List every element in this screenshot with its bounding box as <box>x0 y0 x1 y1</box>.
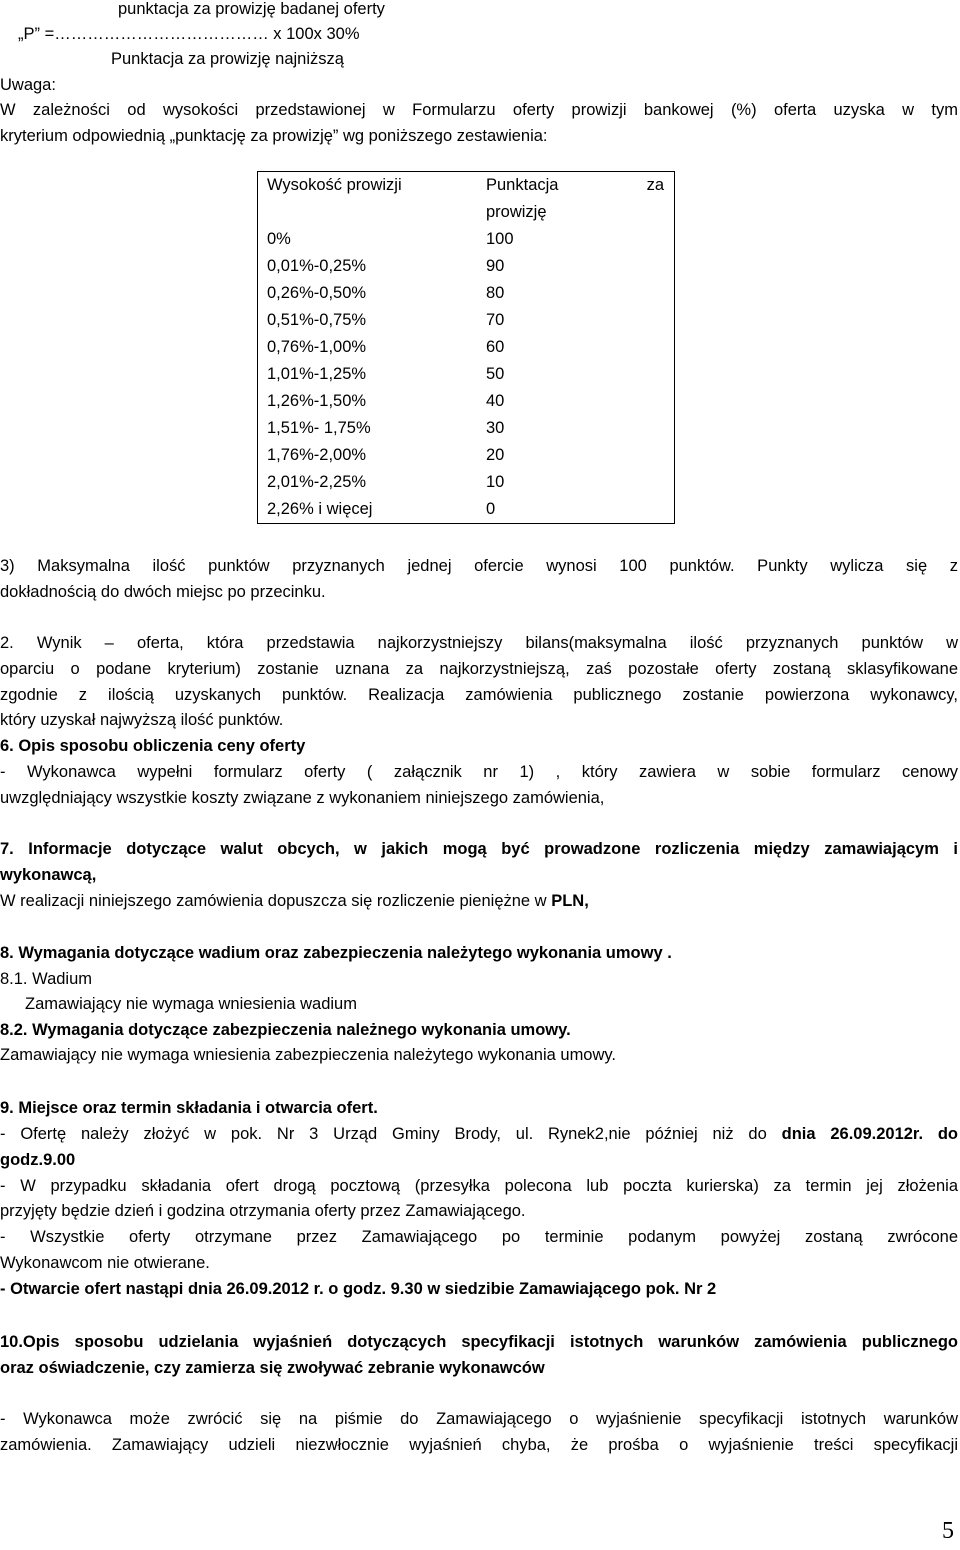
s6-line-1: - Wykonawca wypełni formularz oferty ( załącznik nr 1) , który zawiera w sobie formularz cenowy <box>0 763 958 781</box>
table-row <box>258 253 675 280</box>
points-cell: 20 <box>486 446 505 464</box>
range-cell: 0,76%-1,00% <box>267 338 367 356</box>
s9-deadline: dnia 26.09.2012r. do <box>781 1125 959 1143</box>
s9-line-5: - Wszystkie oferty otrzymane przez Zamawiającego po terminie podanym powyżej zostaną zwrócone <box>0 1228 958 1246</box>
points-cell: 40 <box>486 392 505 410</box>
page-number: 5 <box>942 1518 954 1544</box>
points-cell: 50 <box>486 365 505 383</box>
range-cell: 2,26% i więcej <box>267 500 373 518</box>
s7-currency: PLN, <box>551 892 589 910</box>
formula-numerator: punktacja za prowizję badanej oferty <box>118 0 385 18</box>
points-cell: 80 <box>486 284 505 302</box>
points-cell: 60 <box>486 338 505 356</box>
range-cell: 1,01%-1,25% <box>267 365 367 383</box>
range-cell: 0,26%-0,50% <box>267 284 367 302</box>
range-cell: 0,01%-0,25% <box>267 257 367 275</box>
table-row <box>258 469 675 496</box>
s6-line-2: uwzględniający wszystkie koszty związane z wykonaniem niniejszego zamówienia, <box>0 789 605 807</box>
table-row <box>258 307 675 334</box>
section-8-2: 8.2. Wymagania dotyczące zabezpieczenia należnego wykonania umowy. <box>0 1021 571 1039</box>
header-commission: Wysokość prowizji <box>267 176 402 194</box>
p3-line-1: 3) Maksymalna ilość punktów przyznanych jednej ofercie wynosi 100 punktów. Punkty wylicza się z <box>0 557 958 575</box>
p2-line-4: który uzyskał najwyższą ilość punktów. <box>0 711 284 729</box>
range-cell: 1,76%-2,00% <box>267 446 367 464</box>
table-row <box>258 388 675 415</box>
range-cell: 1,51%- 1,75% <box>267 419 371 437</box>
note-line-1: W zależności od wysokości przedstawionej w Formularzu oferty prowizji bankowej (%) oferta uzyska w tym <box>0 101 958 119</box>
s9-line-1-text: - Ofertę należy złożyć w pok. Nr 3 Urząd Gminy Brody, ul. Rynek2,nie później niż do <box>0 1125 782 1143</box>
s7-text-body: W realizacji niniejszego zamówienia dopuszcza się rozliczenie pieniężne w <box>0 892 552 910</box>
table-row <box>258 361 675 388</box>
section-10-heading-2: oraz oświadczenie, czy zamierza się zwoływać zebranie wykonawców <box>0 1359 545 1377</box>
commission-table <box>257 171 675 524</box>
section-8-heading: 8. Wymagania dotyczące wadium oraz zabezpieczenia należytego wykonania umowy . <box>0 944 672 962</box>
s9-line-7: - Otwarcie ofert nastąpi dnia 26.09.2012 r. o godz. 9.30 w siedzibie Zamawiającego pok. Nr 2 <box>0 1280 717 1298</box>
table-row <box>258 226 675 253</box>
section-10-heading-1: 10.Opis sposobu udzielania wyjaśnień dotyczących specyfikacji istotnych warunków zamówienia publicznego <box>0 1333 958 1351</box>
p2-line-1: 2. Wynik – oferta, która przedstawia najkorzystniejszy bilans(maksymalna ilość przyznanych punktów w <box>0 634 958 652</box>
section-7-heading-1: 7. Informacje dotyczące walut obcych, w jakich mogą być prowadzone rozliczenia między zamawiającym i <box>0 840 958 858</box>
formula-denominator: Punktacja za prowizję najniższą <box>111 50 344 68</box>
s9-line-3: - W przypadku składania ofert drogą pocztową (przesyłka polecona lub poczta kurierska) za termin jej złożenia <box>0 1177 958 1195</box>
range-cell: 0,51%-0,75% <box>267 311 367 329</box>
s9-line-1 <box>0 1123 958 1145</box>
table-row <box>258 280 675 307</box>
table-header-row <box>258 172 675 227</box>
s9-line-2: godz.9.00 <box>0 1151 76 1169</box>
range-cell: 1,26%-1,50% <box>267 392 367 410</box>
s9-line-6: Wykonawcom nie otwierane. <box>0 1254 210 1272</box>
s8-1-text: Zamawiający nie wymaga wniesienia wadium <box>25 995 357 1013</box>
p3-line-2: dokładnością do dwóch miejsc po przecinku. <box>0 583 326 601</box>
header-points <box>477 172 675 227</box>
range-cell: 0% <box>267 230 291 248</box>
header-points-za: za <box>646 176 664 194</box>
table-row <box>258 334 675 361</box>
points-cell: 70 <box>486 311 505 329</box>
s7-text <box>0 890 589 912</box>
s8-2-text: Zamawiający nie wymaga wniesienia zabezpieczenia należytego wykonania umowy. <box>0 1046 617 1064</box>
header-points-word: Punktacja <box>486 176 559 194</box>
range-cell: 2,01%-2,25% <box>267 473 367 491</box>
section-7-heading-2: wykonawcą, <box>0 866 97 884</box>
table-row <box>258 496 675 524</box>
note-line-2: kryterium odpowiednią „punktację za prowizję” wg poniższego zestawienia: <box>0 127 548 145</box>
points-cell: 30 <box>486 419 505 437</box>
section-8-1: 8.1. Wadium <box>0 970 93 988</box>
s10-line-2: zamówienia. Zamawiający udzieli niezwłocznie wyjaśnień chyba, że prośba o wyjaśnienie treści specyfikacji <box>0 1436 958 1454</box>
points-cell: 90 <box>486 257 505 275</box>
p2-line-3: zgodnie z ilością uzyskanych punktów. Realizacja zamówienia publicznego zostanie powierzona wykonawcy, <box>0 686 958 704</box>
note-title: Uwaga: <box>0 76 56 94</box>
points-cell: 10 <box>486 473 505 491</box>
p2-line-2: oparciu o podane kryterium) zostanie uznana za najkorzystniejszą, zaś pozostałe oferty zostaną sklasyfikowane <box>0 660 958 678</box>
header-points-prowizje: prowizję <box>486 203 547 221</box>
table-row <box>258 442 675 469</box>
table-row <box>258 415 675 442</box>
points-cell: 0 <box>486 500 496 518</box>
s9-line-4: przyjęty będzie dzień i godzina otrzymania oferty przez Zamawiającego. <box>0 1202 526 1220</box>
s10-line-1: - Wykonawca może zwrócić się na piśmie do Zamawiającego o wyjaśnienie specyfikacji istotnych warunków <box>0 1410 958 1428</box>
formula-equation: „P” =………………………………… x 100x 30% <box>18 25 360 43</box>
section-6-heading: 6. Opis sposobu obliczenia ceny oferty <box>0 737 306 755</box>
points-cell: 100 <box>486 230 514 248</box>
section-9-heading: 9. Miejsce oraz termin składania i otwarcia ofert. <box>0 1099 378 1117</box>
